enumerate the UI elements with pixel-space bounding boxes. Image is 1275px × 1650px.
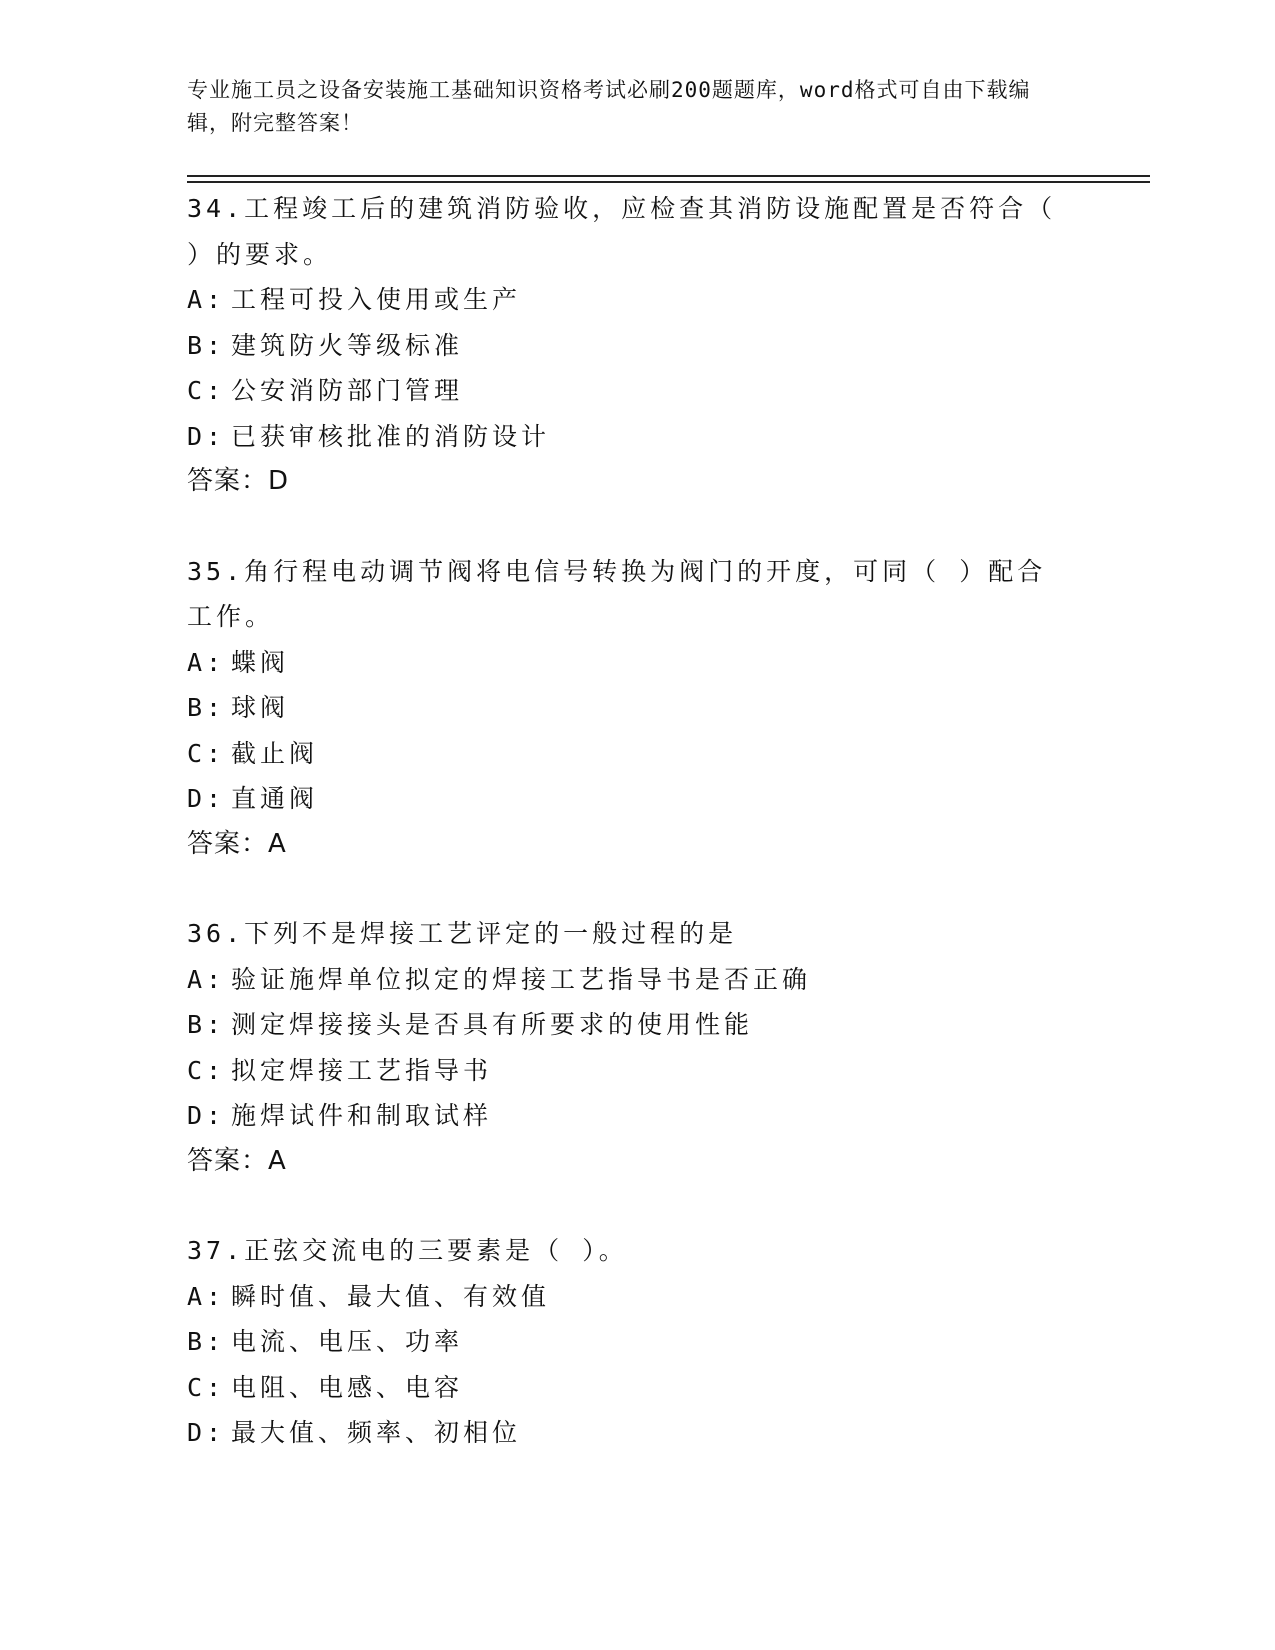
option-letter: B: [187, 693, 226, 722]
question-text: 35.角行程电动调节阀将电信号转换为阀门的开度，可同（ ）配合工作。 [187, 556, 1047, 631]
option-d [187, 776, 1087, 822]
option-text: 验证施焊单位拟定的焊接工艺指导书是否正确 [231, 964, 812, 994]
option-text: 蝶阀 [231, 647, 290, 677]
question-37 [187, 1228, 1087, 1456]
option-letter: D: [187, 784, 226, 813]
option-letter: C: [187, 376, 226, 405]
option-d [187, 1410, 1087, 1456]
option-text: 建筑防火等级标准 [231, 330, 464, 360]
option-text: 最大值、频率、初相位 [231, 1418, 522, 1447]
question-34 [187, 186, 1087, 505]
option-d [187, 1093, 1087, 1139]
option-letter: B: [187, 1010, 226, 1039]
option-c [187, 731, 1087, 777]
document-header: 专业施工员之设备安装施工基础知识资格考试必刷200题题库，word格式可自由下载编辑，附完整答案！ [187, 78, 1031, 135]
option-c [187, 368, 1087, 414]
question-text: 36.下列不是焊接工艺评定的一般过程的是 [187, 919, 738, 948]
option-a [187, 277, 1087, 323]
option-c [187, 1365, 1087, 1411]
option-a [187, 957, 1087, 1003]
option-text: 电流、电压、功率 [231, 1327, 464, 1356]
option-letter: C: [187, 738, 226, 768]
question-text: 34.工程竣工后的建筑消防验收，应检查其消防设施配置是否符合（ ）的要求。 [187, 194, 1057, 269]
option-a [187, 1274, 1087, 1320]
option-text: 截止阀 [231, 738, 319, 768]
option-d [187, 414, 1087, 460]
option-letter: A: [187, 285, 226, 314]
option-letter: A: [187, 647, 226, 677]
option-b [187, 1319, 1087, 1365]
option-a [187, 640, 1087, 686]
question-text: 37.正弦交流电的三要素是（ ）。 [187, 1236, 628, 1265]
option-letter: D: [187, 1418, 226, 1447]
question-36 [187, 911, 1087, 1184]
option-text: 公安消防部门管理 [231, 376, 464, 405]
option-text: 拟定焊接工艺指导书 [231, 1055, 493, 1085]
option-text: 电阻、电感、电容 [231, 1372, 464, 1402]
option-text: 瞬时值、最大值、有效值 [231, 1281, 551, 1311]
option-c [187, 1048, 1087, 1094]
option-b [187, 685, 1087, 731]
question-35 [187, 549, 1087, 868]
header-divider-bottom [187, 181, 1150, 183]
option-b [187, 323, 1087, 369]
option-letter: D: [187, 421, 226, 451]
option-text: 球阀 [231, 693, 290, 722]
option-letter: D: [187, 1101, 226, 1130]
answer-label: 答案：A [187, 828, 287, 859]
option-letter: A: [187, 1281, 226, 1311]
option-text: 施焊试件和制取试样 [231, 1101, 493, 1130]
option-letter: C: [187, 1055, 226, 1085]
option-text: 直通阀 [231, 784, 319, 813]
option-text: 已获审核批准的消防设计 [231, 421, 551, 451]
option-b [187, 1002, 1087, 1048]
option-letter: B: [187, 330, 226, 360]
option-letter: B: [187, 1327, 226, 1356]
answer-label: 答案：A [187, 1145, 287, 1176]
option-letter: A: [187, 964, 226, 994]
header-divider-top [187, 175, 1150, 177]
option-text: 测定焊接接头是否具有所要求的使用性能 [231, 1010, 754, 1039]
option-text: 工程可投入使用或生产 [231, 285, 522, 314]
answer-label: 答案：D [187, 466, 290, 496]
question-list [187, 186, 1087, 1500]
option-letter: C: [187, 1372, 226, 1402]
